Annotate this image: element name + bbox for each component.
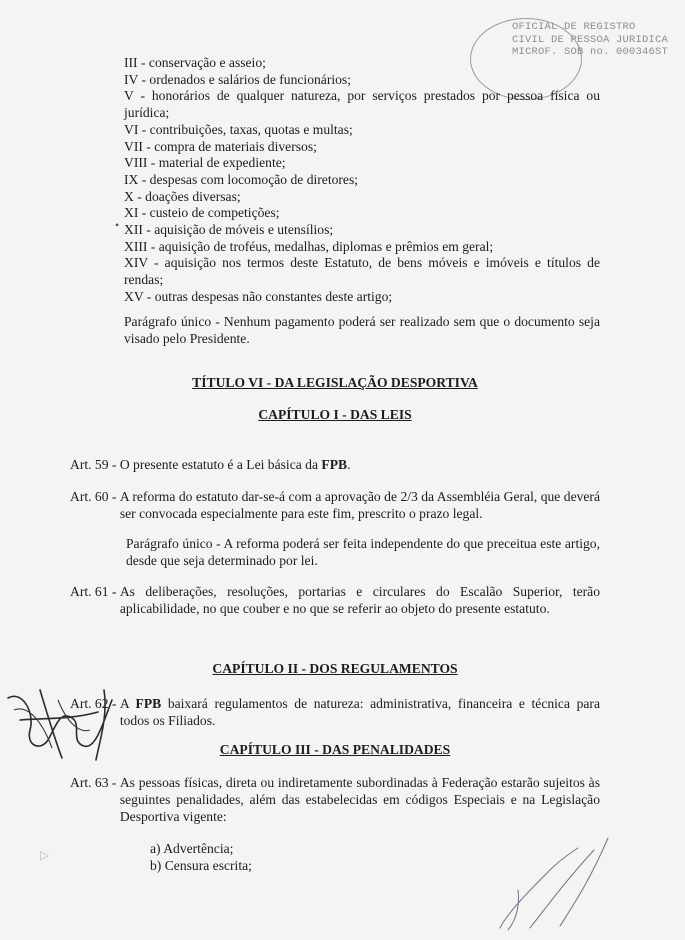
list-item: VII - compra de materiais diversos; — [124, 138, 317, 154]
article-number: Art. 60 - — [70, 489, 120, 504]
list-item: jurídica; — [124, 105, 170, 121]
article-text — [120, 456, 600, 473]
list-item: XI - custeio de competições; — [124, 205, 280, 221]
list-item: rendas; — [124, 272, 164, 288]
article-59 — [70, 456, 600, 473]
article-number: Art. 63 - — [70, 775, 120, 790]
list-item: X - doações diversas; — [124, 188, 241, 204]
list-item: VI - contribuições, taxas, quotas e multas; — [124, 121, 353, 137]
list-item: a) Advertência; — [150, 841, 234, 856]
article-number: Art. 61 - — [70, 584, 120, 599]
article-61 — [70, 583, 600, 617]
list-item: XII - aquisição de móveis e utensílios; — [124, 222, 334, 238]
stamp-line: OFICIAL DE REGISTRO — [512, 21, 636, 33]
article-text: As pessoas físicas, direta ou indiretamente subordinadas à Federação estarão sujeitos às seguintes penalidades, além das estabelecidas em códigos Especiais e na Legislação Desportiva vigente: — [119, 775, 600, 824]
article-60 — [70, 488, 600, 522]
article-63 — [70, 774, 600, 825]
expense-list — [124, 55, 600, 306]
article-60-paragrafo: Parágrafo único - A reforma poderá ser feita independente do que preceitua este artigo, desde que seja determinado por lei. — [126, 536, 600, 568]
article-text-part: O presente estatuto é a Lei básica da — [119, 457, 322, 472]
capitulo-iii-heading: CAPÍTULO III - DAS PENALIDADES — [219, 742, 451, 757]
article-text-part: A — [119, 696, 136, 711]
list-item: b) Censura escrita; — [150, 858, 252, 873]
article-number: Art. 62 - — [70, 696, 120, 711]
list-item: XV - outras despesas não constantes deste artigo; — [124, 288, 393, 304]
stamp-line: CIVIL DE PESSOA JURIDICA — [512, 33, 669, 46]
list-item: III - conservação e asseio; — [124, 55, 266, 70]
article-text-part: . — [347, 457, 351, 472]
capitulo-i-heading: CAPÍTULO I - DAS LEIS — [258, 407, 412, 422]
list-item: IX - despesas com locomoção de diretores; — [124, 171, 359, 187]
capitulo-ii-heading: CAPÍTULO II - DOS REGULAMENTOS — [212, 661, 458, 676]
stamp-text — [512, 21, 668, 59]
list-item: XIV - aquisição nos termos deste Estatuto, de bens móveis e imóveis e títulos de — [124, 255, 600, 271]
article-text — [120, 695, 600, 729]
margin-mark: • — [115, 218, 120, 232]
list-item: IV - ordenados e salários de funcionários; — [124, 71, 351, 87]
penalty-list — [150, 840, 252, 874]
list-item: VIII - material de expediente; — [124, 155, 286, 171]
article-text: As deliberações, resoluções, portarias e circulares do Escalão Superior, terão aplicabilidade, no que couber e no que se referir ao objeto do presente estatuto. — [119, 584, 600, 616]
stamp-line: MICROF. SOB no. 000346ST — [512, 46, 669, 58]
article-text: A reforma do estatuto dar-se-á com a aprovação de 2/3 da Assembléia Geral, que deverá ser convocada especialmente para este fim, prescrito o prazo legal. — [119, 489, 600, 521]
article-text-part: baixará regulamentos de natureza: administrativa, financeira e técnica para todos os Filiados. — [119, 696, 600, 728]
paragrafo-pagamento: Parágrafo único - Nenhum pagamento poderá ser realizado sem que o documento seja visado pelo Presidente. — [124, 314, 600, 346]
list-item: V - honorários de qualquer natureza, por serviços prestados por pessoa física ou — [124, 88, 600, 104]
signature-right — [490, 830, 630, 935]
article-number: Art. 59 - — [70, 457, 120, 472]
article-62 — [70, 695, 600, 729]
signature-left — [0, 660, 125, 770]
fpb-acronym: FPB — [321, 457, 348, 472]
titulo-vi-heading: TÍTULO VI - DA LEGISLAÇÃO DESPORTIVA — [192, 375, 478, 390]
margin-mark: ▷ — [40, 848, 50, 862]
fpb-acronym: FPB — [135, 696, 162, 711]
list-item: XIII - aquisição de troféus, medalhas, diplomas e prêmios em geral; — [124, 238, 494, 254]
